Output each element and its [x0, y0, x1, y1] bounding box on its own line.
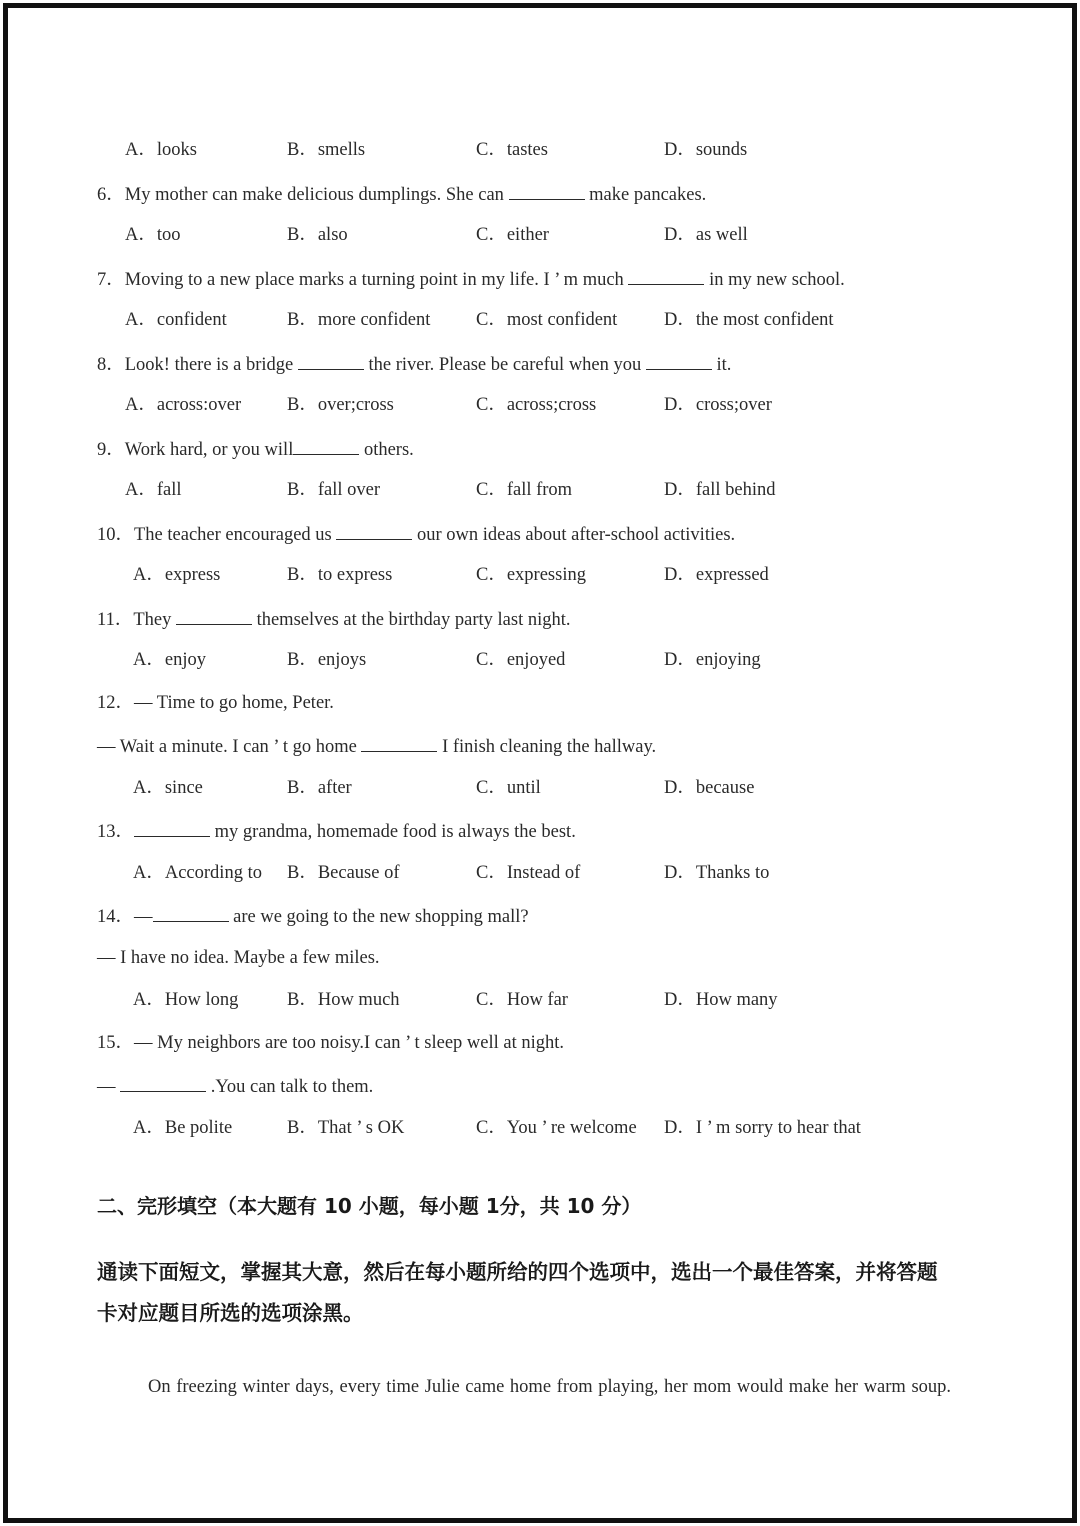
- q5-option-c: C．tastes: [476, 140, 548, 160]
- q8-blank-1: [298, 351, 364, 370]
- q6-option-d: D．as well: [664, 225, 748, 245]
- q7-option-a: A．confident: [125, 310, 227, 330]
- instruction-line-1: 通读下面短文，掌握其大意，然后在每小题所给的四个选项中，选出一个最佳答案，并将答题: [97, 1260, 938, 1284]
- instruction-line-2: 卡对应题目所选的选项涂黑。: [97, 1301, 364, 1325]
- q10-stem: 10．The teacher encouraged us our own ideas about after-school activities.: [97, 521, 735, 545]
- q14-option-b: B．How much: [287, 990, 400, 1010]
- q6-stem: 6．My mother can make delicious dumplings. She can make pancakes.: [97, 181, 706, 205]
- q12-option-b: B．after: [287, 778, 352, 798]
- q14-blank: [153, 903, 229, 922]
- q5-option-b: B．smells: [287, 140, 366, 160]
- q6-option-c: C．either: [476, 225, 549, 245]
- q7-option-b: B．more confident: [287, 310, 431, 330]
- q13-option-b: B．Because of: [287, 863, 400, 883]
- q11-option-a: A．enjoy: [133, 650, 206, 670]
- q13-option-d: D．Thanks to: [664, 863, 770, 883]
- q14-option-d: D．How many: [664, 990, 778, 1010]
- q8-option-c: C．across;cross: [476, 395, 597, 415]
- q11-option-d: D．enjoying: [664, 650, 761, 670]
- q15-stem: 15．— My neighbors are too noisy.I can ’ t sleep well at night.: [97, 1033, 565, 1053]
- q5-option-d: D．sounds: [664, 140, 748, 160]
- q13-blank: [134, 818, 210, 837]
- q14-option-c: C．How far: [476, 990, 568, 1010]
- q10-option-d: D．expressed: [664, 565, 769, 585]
- q11-option-c: C．enjoyed: [476, 650, 566, 670]
- q12-blank: [361, 733, 437, 752]
- q14-option-a: A．How long: [133, 990, 239, 1010]
- q14-stem: 14．— are we going to the new shopping mall?: [97, 903, 529, 927]
- q15-option-a: A．Be polite: [133, 1118, 233, 1138]
- q10-option-b: B．to express: [287, 565, 393, 585]
- q6-option-a: A．too: [125, 225, 181, 245]
- q5-option-a: A．looks: [125, 140, 197, 160]
- q12-option-a: A．since: [133, 778, 203, 798]
- q6-option-b: B．also: [287, 225, 348, 245]
- q10-option-a: A．express: [133, 565, 221, 585]
- q12-reply: — Wait a minute. I can ’ t go home I finish cleaning the hallway.: [97, 733, 656, 757]
- q9-option-c: C．fall from: [476, 480, 573, 500]
- q13-stem: 13． my grandma, homemade food is always the best.: [97, 818, 576, 842]
- q9-stem: 9．Work hard, or you will others.: [97, 436, 414, 460]
- q9-option-d: D．fall behind: [664, 480, 776, 500]
- q8-blank-2: [646, 351, 712, 370]
- q15-option-d: D．I ’ m sorry to hear that: [664, 1118, 861, 1138]
- q15-blank: [120, 1073, 206, 1092]
- q11-option-b: B．enjoys: [287, 650, 367, 670]
- q11-blank: [176, 606, 252, 625]
- q9-option-b: B．fall over: [287, 480, 380, 500]
- q7-option-d: D．the most confident: [664, 310, 834, 330]
- q10-option-c: C．expressing: [476, 565, 586, 585]
- q7-blank: [628, 266, 704, 285]
- q15-reply: — .You can talk to them.: [97, 1073, 373, 1097]
- q6-blank: [509, 181, 585, 200]
- q9-option-a: A．fall: [125, 480, 182, 500]
- q13-option-c: C．Instead of: [476, 863, 581, 883]
- q15-option-b: B．That ’ s OK: [287, 1118, 405, 1138]
- q7-option-c: C．most confident: [476, 310, 618, 330]
- q13-option-a: A．According to: [133, 863, 262, 883]
- q10-blank: [336, 521, 412, 540]
- q12-stem: 12．— Time to go home, Peter.: [97, 693, 334, 713]
- q8-option-d: D．cross;over: [664, 395, 772, 415]
- q15-option-c: C．You ’ re welcome: [476, 1118, 637, 1138]
- q14-reply: — I have no idea. Maybe a few miles.: [97, 948, 380, 968]
- q11-stem: 11．They themselves at the birthday party last night.: [97, 606, 571, 630]
- q8-stem: 8．Look! there is a bridge the river. Please be careful when you it.: [97, 351, 731, 375]
- passage-line-1: On freezing winter days, every time Julie came home from playing, her mom would make her warm soup.: [148, 1377, 952, 1397]
- q12-option-d: D．because: [664, 778, 755, 798]
- q8-option-b: B．over;cross: [287, 395, 394, 415]
- q7-stem: 7．Moving to a new place marks a turning point in my life. I ’ m much in my new school.: [97, 266, 845, 290]
- q12-option-c: C．until: [476, 778, 541, 798]
- q8-option-a: A．across:over: [125, 395, 242, 415]
- q9-blank: [293, 436, 359, 455]
- section-heading: 二、完形填空（本大题有 10 小题，每小题 1分，共 10 分）: [97, 1194, 642, 1218]
